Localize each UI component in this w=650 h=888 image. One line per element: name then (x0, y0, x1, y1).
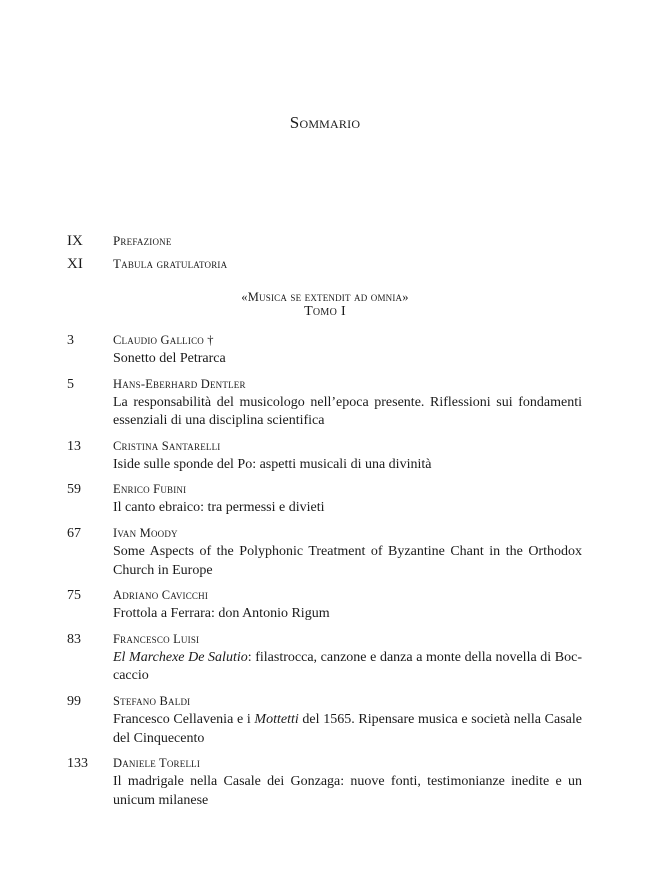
entry-author: Claudio Gallico † (113, 333, 214, 347)
page-title: Sommario (289, 113, 361, 132)
section-volume: Tomo I (304, 304, 346, 319)
entry-title (113, 649, 582, 686)
entry-title: Sonetto del Petrarca (113, 351, 226, 366)
entry-title: Iside sulle sponde del Po: aspetti musicali di una divinità (113, 456, 432, 472)
toc-entry (67, 524, 582, 580)
toc-entry (67, 331, 582, 369)
entry-title: Some Aspects of the Polyphonic Treatment of Byzantine Chant in the Orthodox Church in Europe (113, 543, 582, 578)
toc-entry (67, 480, 582, 518)
toc-entry (67, 754, 582, 810)
toc-entries (67, 331, 582, 816)
entry-page-number: 59 (67, 482, 81, 498)
entry-title: La responsabilità del musicologo nell’epoca presente. Riflessioni sui fondamenti essenziali di una disciplina scientifica (113, 394, 582, 429)
toc-entry (67, 692, 582, 748)
entry-title: Il canto ebraico: tra permessi e divieti (113, 500, 325, 516)
entry-title-rest: del 1565. Ripensare musica e società nella Casale del Cinquecento (113, 711, 582, 746)
entry-author: Daniele Torelli (113, 756, 201, 771)
entry-title-pre: Francesco Cellavenia e i (113, 711, 255, 727)
entry-page-number: 133 (67, 756, 88, 772)
entry-author: Adriano Cavicchi (113, 588, 209, 603)
entry-title-rest: : filastrocca, canzone e danza a monte della novella di Boc- caccio (113, 649, 582, 684)
toc-entry (67, 375, 582, 431)
front-matter-page: IX (67, 233, 83, 249)
toc-entry (67, 437, 582, 475)
entry-page-number: 83 (67, 631, 81, 647)
front-matter-page: XI (67, 256, 83, 272)
entry-title: Il madrigale nella Casale dei Gonzaga: nuove fonti, testimonianze inedite e un unicum milanese (113, 774, 582, 808)
entry-author: Stefano Baldi (113, 693, 191, 708)
toc-entry (67, 586, 582, 624)
entry-author: Hans-Eberhard Dentler (113, 376, 246, 391)
entry-page-number: 3 (67, 333, 74, 348)
section-motto: «Musica se extendit ad omnia» (241, 290, 409, 304)
front-matter-label: Prefazione (113, 233, 172, 248)
front-matter-label: Tabula gratulatoria (113, 256, 228, 271)
front-matter-item-tabula (67, 256, 227, 276)
entry-page-number: 99 (67, 693, 81, 709)
front-matter-item-prefazione (67, 233, 172, 253)
entry-page-number: 5 (67, 376, 74, 392)
entry-author: Ivan Moody (113, 525, 178, 540)
entry-title-italic: Mottetti (254, 711, 299, 727)
entry-author: Enrico Fubini (113, 482, 187, 497)
entry-title: Frottola a Ferrara: don Antonio Rigum (113, 606, 330, 622)
entry-page-number: 13 (67, 438, 81, 454)
entry-author: Francesco Luisi (113, 631, 200, 646)
toc-entry (67, 630, 582, 686)
entry-title (113, 711, 582, 748)
entry-page-number: 75 (67, 588, 81, 604)
entry-author: Cristina Santarelli (113, 438, 221, 453)
entry-page-number: 67 (67, 525, 81, 541)
entry-title-italic: El Marchexe De Salutio (113, 649, 248, 665)
